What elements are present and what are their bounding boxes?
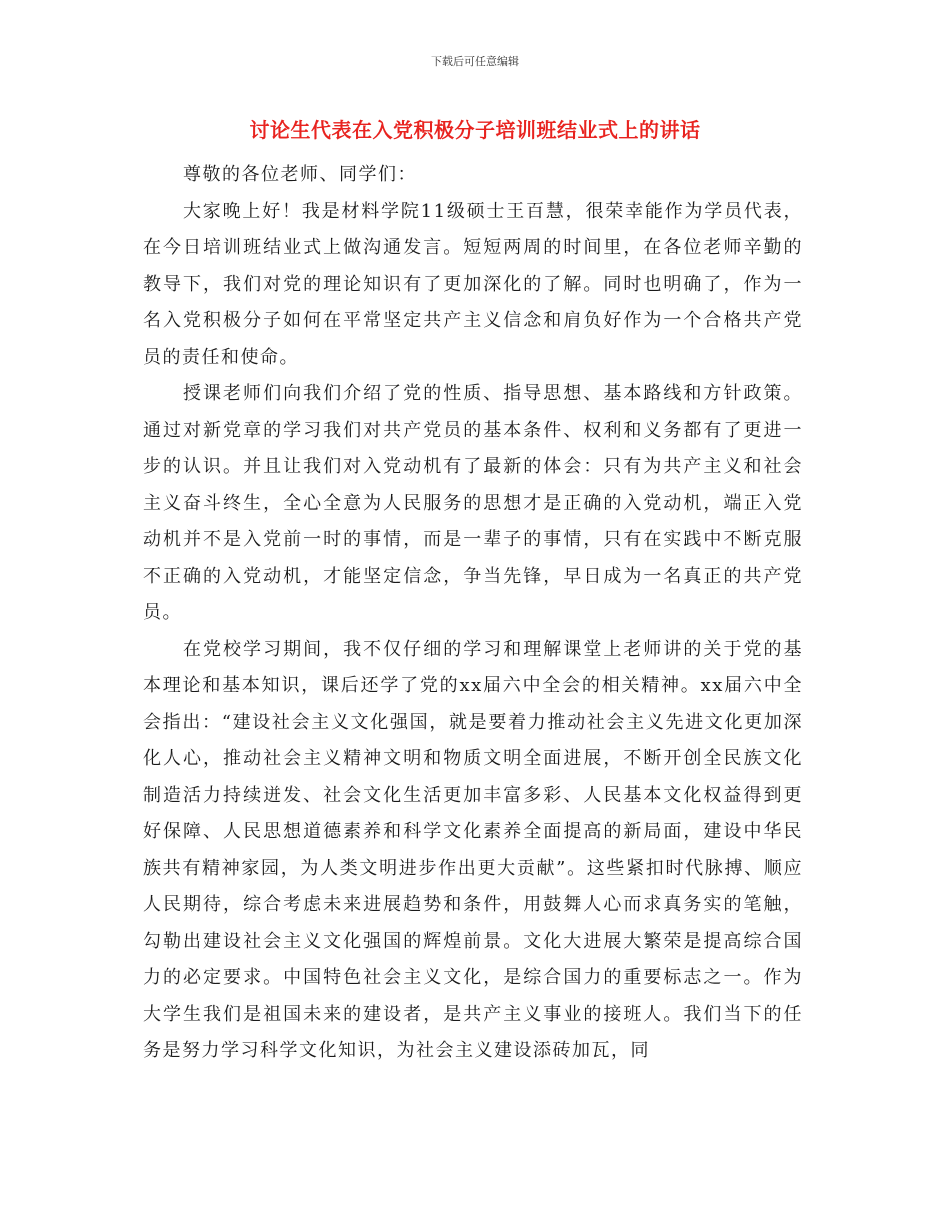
- body-paragraph: 在党校学习期间，我不仅仔细的学习和理解课堂上老师讲的关于党的基本理论和基本知识，课后还学了党的xx届六中全会的相关精神。xx届六中全会指出：“建设社会主义文化强国，就是要着力推动社会主义先进文化更加深化人心，推动社会主义精神文明和物质文明全面进展，不断开创全民族文化制造活力持续迸发、社会文化生活更加丰富多彩、人民基本文化权益得到更好保障、人民思想道德素养和科学文化素养全面提高的新局面，建设中华民族共有精神家园，为人类文明进步作出更大贡献”。这些紧扣时代脉搏、顺应人民期待，综合考虑未来进展趋势和条件，用鼓舞人心而求真务实的笔触，勾勒出建设社会主义文化强国的辉煌前景。文化大进展大繁荣是提高综合国力的必定要求。中国特色社会主义文化，是综合国力的重要标志之一。作为大学生我们是祖国未来的建设者，是共产主义事业的接班人。我们当下的任务是努力学习科学文化知识，为社会主义建设添砖加瓦，同: [143, 638, 803, 1061]
- body-paragraph: 大家晚上好！我是材料学院11级硕士王百慧，很荣幸能作为学员代表，在今日培训班结业式上做沟通发言。短短两周的时间里，在各位老师辛勤的教导下，我们对党的理论知识有了更加深化的了解。同时也明确了，作为一名入党积极分子如何在平常坚定共产主义信念和肩负好作为一个合格共产党员的责任和使命。: [143, 200, 803, 368]
- document-title: 讨论生代表在入党积极分子培训班结业式上的讲话: [249, 118, 701, 142]
- greeting-paragraph: 尊敬的各位老师、同学们：: [183, 164, 417, 185]
- document-body: [143, 157, 803, 1070]
- header-note: 下载后可任意编辑: [431, 55, 519, 68]
- body-paragraph: 授课老师们向我们介绍了党的性质、指导思想、基本路线和方针政策。通过对新党章的学习我们对共产党员的基本条件、权利和义务都有了更进一步的认识。并且让我们对入党动机有了最新的体会：只有为共产主义和社会主义奋斗终生，全心全意为人民服务的思想才是正确的入党动机，端正入党动机并不是入党前一时的事情，而是一辈子的事情，只有在实践中不断克服不正确的入党动机，才能坚定信念，争当先锋，早日成为一名真正的共产党员。: [143, 383, 803, 623]
